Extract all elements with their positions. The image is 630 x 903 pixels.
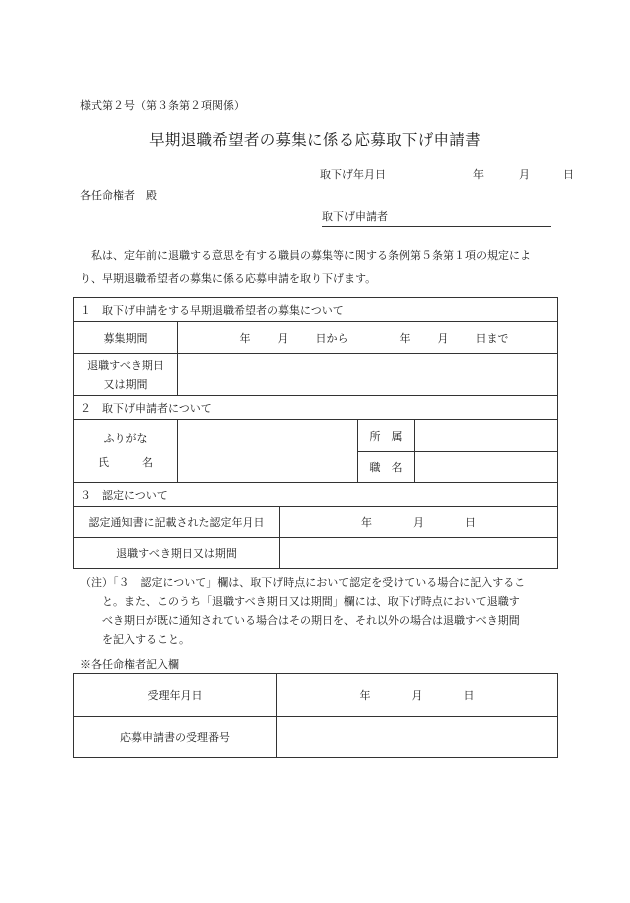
cert-retirement-field[interactable] [280, 538, 558, 569]
name-label [74, 420, 178, 483]
department-field[interactable] [415, 420, 558, 452]
period-from-day: 日から [315, 331, 349, 345]
note-line-2: と。また、このうち「退職すべき期日又は期間」欄には、取下げ時点において退職す [102, 595, 520, 608]
note-line-3: べき期日が既に通知されている場合はその期日を、それ以外の場合は退職すべき期間 [102, 614, 520, 627]
receipt-number-field[interactable] [277, 717, 558, 758]
application-table [73, 297, 558, 569]
received-date-label: 受理年月日 [74, 674, 277, 717]
authority-entry-heading: ※各任命権者記入欄 [80, 658, 179, 671]
section2-heading: ２ 取下げ申請者について [74, 396, 558, 420]
cert-retirement-label: 退職すべき期日又は期間 [74, 538, 280, 569]
recruitment-period-field[interactable] [178, 322, 558, 354]
period-to-month: 月 [437, 331, 449, 345]
received-month: 月 [411, 689, 423, 702]
body-statement: 私は、定年前に退職する意思を有する職員の募集等に関する条例第５条第１項の規定により、早期退職希望者の募集に係る応募申請を取り下げます。 [80, 249, 531, 285]
retirement-date-label: 退職すべき期日 又は期間 [74, 354, 178, 396]
form-number: 様式第２号（第３条第２項関係） [80, 99, 245, 112]
note-line-1: （注）「３ 認定について」欄は、取下げ時点において認定を受けている場合に記入するこ [80, 576, 526, 589]
certification-date-field[interactable] [280, 507, 558, 538]
note-line-4: を記入すること。 [102, 633, 190, 646]
note [80, 573, 555, 649]
cert-month: 月 [413, 516, 425, 529]
position-field[interactable] [415, 452, 558, 483]
withdrawal-date-day: 日 [563, 168, 574, 181]
recruitment-period-label: 募集期間 [74, 322, 178, 354]
section1-heading: １ 取下げ申請をする早期退職希望者の募集について [74, 298, 558, 322]
name-field[interactable] [178, 420, 358, 483]
withdrawal-date-month: 月 [519, 168, 530, 181]
retirement-date-field[interactable] [178, 354, 558, 396]
period-to-day: 日まで [475, 331, 509, 345]
withdrawal-date-line [320, 166, 574, 182]
period-from-month: 月 [277, 331, 289, 345]
section3-heading: ３ 認定について [74, 483, 558, 507]
period-from-year: 年 [239, 331, 251, 345]
received-day: 日 [463, 689, 475, 702]
applicant-label: 取下げ申請者 [322, 210, 388, 223]
position-label: 職 名 [358, 452, 415, 483]
department-label: 所 属 [358, 420, 415, 452]
certification-date-label: 認定通知書に記載された認定年月日 [74, 507, 280, 538]
authority-entry-table [73, 673, 558, 758]
period-to-year: 年 [399, 331, 411, 345]
document-title: 早期退職希望者の募集に係る応募取下げ申請書 [149, 131, 481, 149]
furigana-label: ふりがな [103, 432, 148, 445]
cert-year: 年 [361, 516, 373, 529]
applicant-signature-line[interactable] [322, 208, 551, 227]
addressee: 各任命権者 殿 [80, 189, 157, 202]
receipt-number-label: 応募申請書の受理番号 [74, 717, 277, 758]
received-date-field[interactable] [277, 674, 558, 717]
withdrawal-date-year: 年 [473, 168, 484, 181]
received-year: 年 [359, 689, 371, 702]
withdrawal-date-label: 取下げ年月日 [320, 168, 386, 181]
cert-day: 日 [465, 516, 477, 529]
full-name-label: 氏 名 [98, 456, 153, 469]
